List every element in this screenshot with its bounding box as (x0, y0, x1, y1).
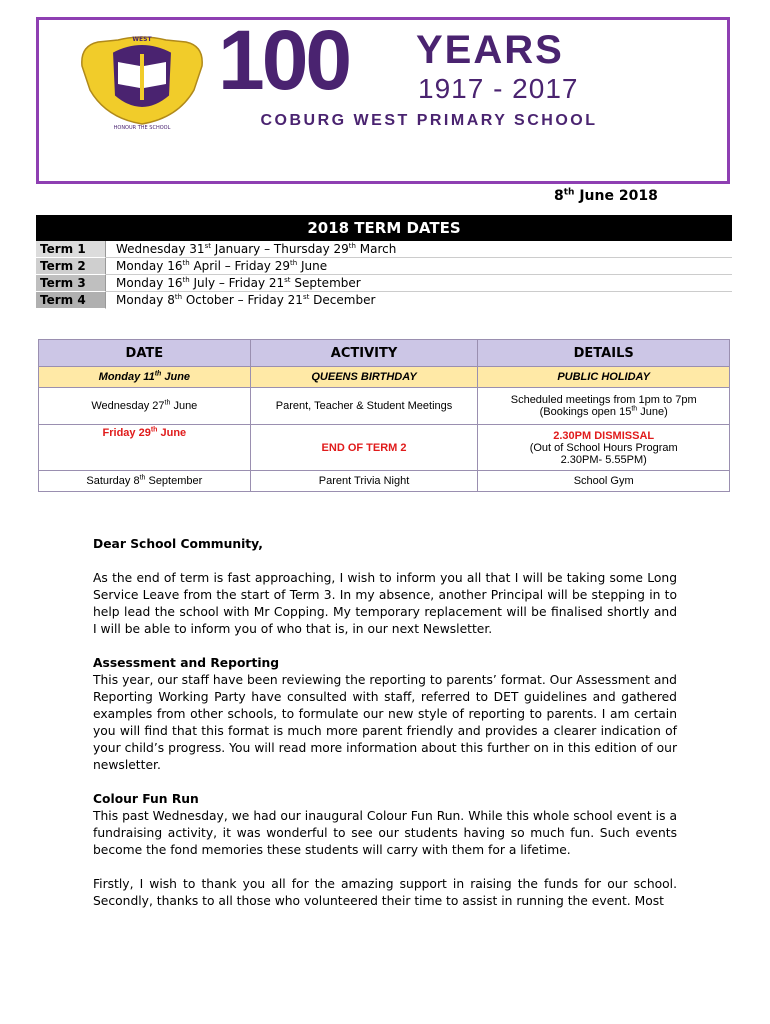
letter-paragraph: This year, our staff have been reviewing the reporting to parents’ format. Our Assessment and Reporting Working Party have consulted with staff, referred to DET guidelines and gathered examples from other schools, to formulate our new style of reporting to parents. I am certain you will find that this format is much more parent friendly and provides a clearer indication of your child’s progress. You will read more information about this further on in this edition of our newsletter. (93, 673, 677, 772)
term-value: Wednesday 31st January – Thursday 29th March (106, 241, 732, 258)
term-label: Term 2 (36, 258, 106, 275)
events-header-row (39, 340, 730, 367)
column-header-activity: ACTIVITY (250, 340, 478, 367)
letter-paragraph: This past Wednesday, we had our inaugural Colour Fun Run. While this whole school event is a fundraising activity, it was wonderful to see our students having so much fun. Such events become the fond memories these students will carry with them for a lifetime. (93, 809, 677, 857)
section-heading-assessment: Assessment and Reporting (93, 656, 280, 670)
event-activity: Parent Trivia Night (250, 471, 478, 492)
event-details: 2.30PM DISMISSAL (Out of School Hours Program 2.30PM- 5.55PM) (478, 425, 730, 471)
term-label: Term 1 (36, 241, 106, 258)
event-details: PUBLIC HOLIDAY (478, 367, 730, 388)
newsletter-letter (93, 536, 677, 927)
event-activity: Parent, Teacher & Student Meetings (250, 388, 478, 425)
years-word: YEARS (416, 28, 564, 72)
letter-greeting: Dear School Community, (93, 537, 263, 551)
column-header-details: DETAILS (478, 340, 730, 367)
column-header-date: DATE (39, 340, 251, 367)
term-row (36, 258, 732, 275)
term-label: Term 3 (36, 275, 106, 292)
event-date: Wednesday 27th June (39, 388, 251, 425)
table-row (39, 471, 730, 492)
term-value: Monday 8th October – Friday 21st December (106, 292, 732, 309)
term-value: Monday 16th April – Friday 29th June (106, 258, 732, 275)
school-name: COBURG WEST PRIMARY SCHOOL (260, 112, 598, 129)
event-date: Friday 29th June (39, 425, 251, 471)
section-heading-colour-fun-run: Colour Fun Run (93, 792, 199, 806)
event-activity: QUEENS BIRTHDAY (250, 367, 478, 388)
event-date: Monday 11th June (39, 367, 251, 388)
letter-paragraph: As the end of term is fast approaching, I wish to inform you all that I will be taking some Long Service Leave from the start of Term 3. In my absence, another Principal will be stepping in to help lead the school with Mr Copping. My temporary replacement will be finalised shortly and I will be able to inform you of who that is, in our next Newsletter. (93, 571, 677, 636)
crest-motto-top: WEST (132, 36, 152, 43)
event-details: Scheduled meetings from 1pm to 7pm (Bookings open 15th June) (478, 388, 730, 425)
issue-date: 8th June 2018 (554, 187, 658, 204)
years-range: 1917 - 2017 (418, 73, 579, 104)
table-row (39, 425, 730, 471)
events-table (38, 339, 730, 492)
school-crest-logo (78, 32, 206, 130)
table-row (39, 367, 730, 388)
event-date: Saturday 8th September (39, 471, 251, 492)
event-details: School Gym (478, 471, 730, 492)
table-row (39, 388, 730, 425)
term-dates-title: 2018 TERM DATES (36, 215, 732, 241)
event-activity: END OF TERM 2 (250, 425, 478, 471)
term-row (36, 292, 732, 309)
term-row (36, 275, 732, 292)
term-dates-table (36, 215, 732, 309)
term-label: Term 4 (36, 292, 106, 309)
term-row (36, 241, 732, 258)
term-value: Monday 16th July – Friday 21st September (106, 275, 732, 292)
letter-paragraph: Firstly, I wish to thank you all for the amazing support in raising the funds for our school. Secondly, thanks to all those who volunteered their time to assist in running the event. Most (93, 877, 677, 908)
centenary-number: 100 (218, 13, 350, 107)
crest-motto-bottom: HONOUR THE SCHOOL (113, 125, 171, 130)
